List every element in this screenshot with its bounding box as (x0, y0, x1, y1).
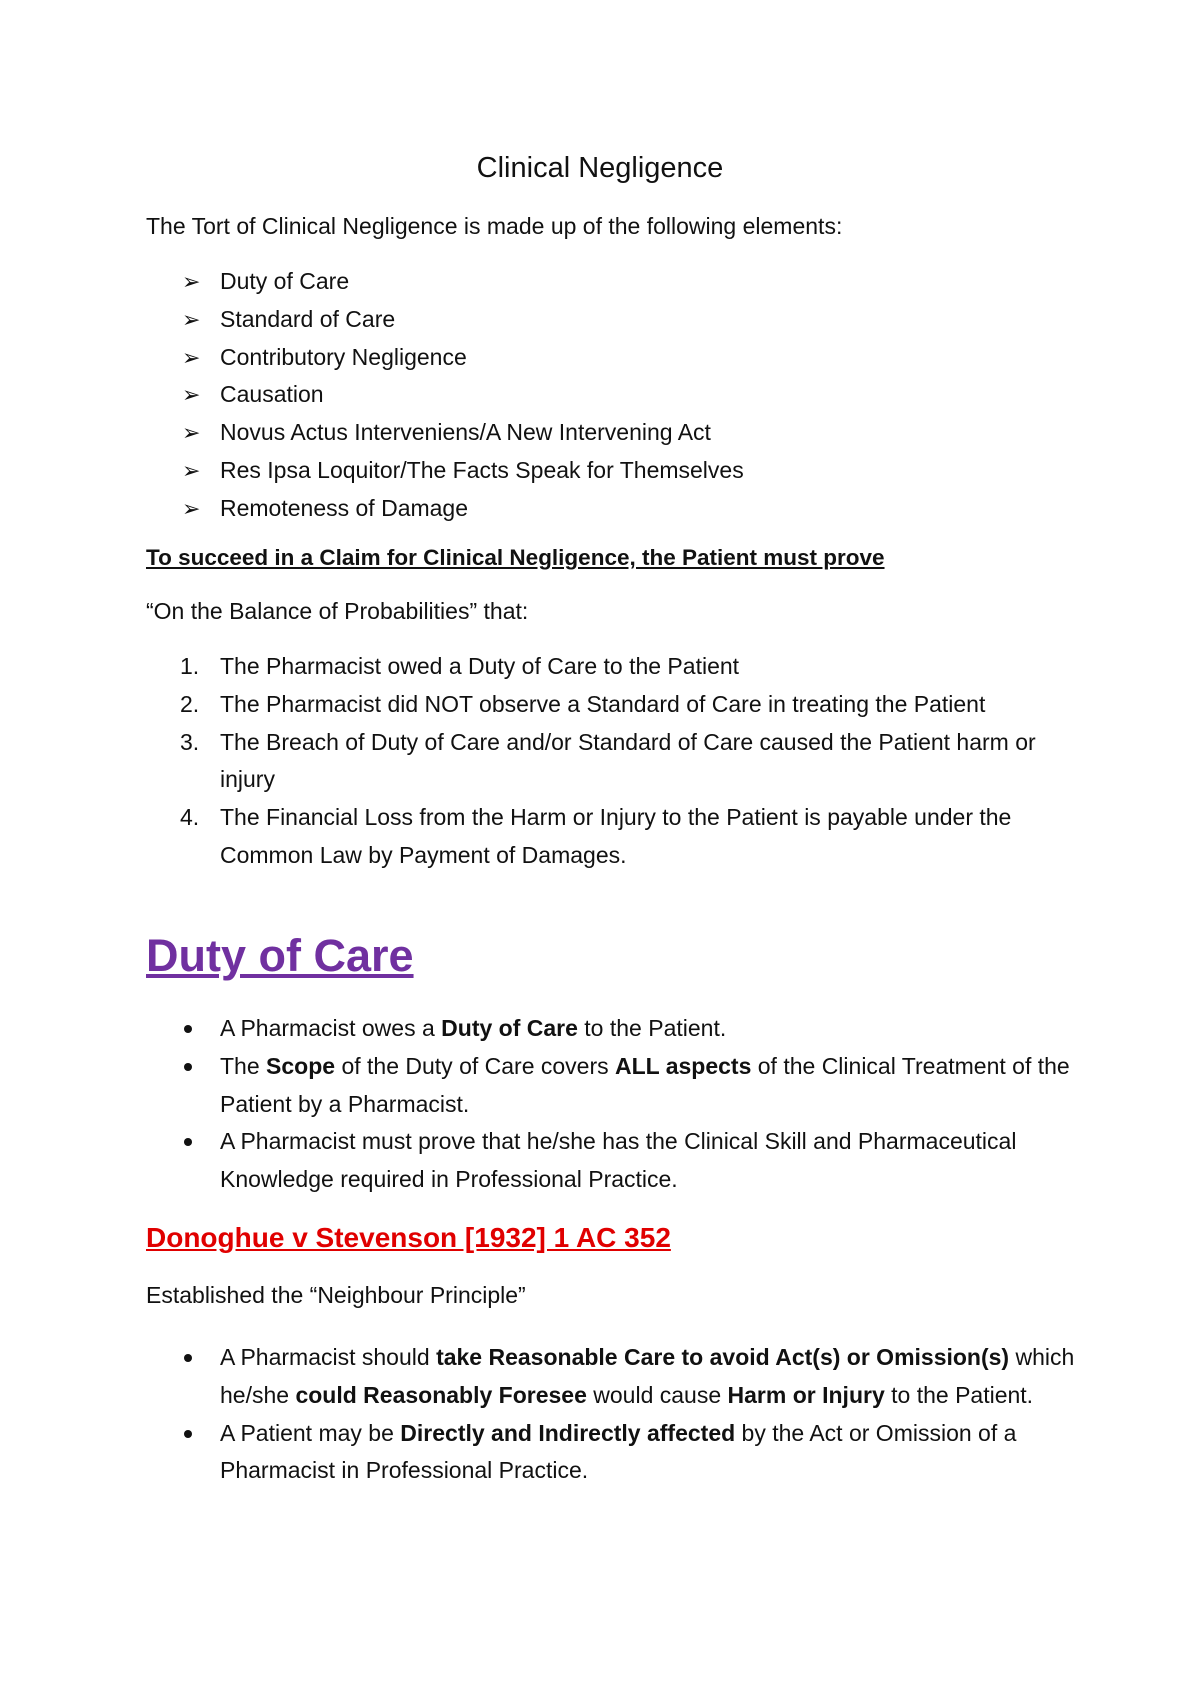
list-item: 4. The Financial Loss from the Harm or Injury to the Patient is payable under the Common Law by Payment of Damages. (180, 804, 1012, 868)
claim-heading: To succeed in a Claim for Clinical Negligence, the Patient must prove (146, 545, 885, 570)
list-item: ➢ Duty of Care (182, 263, 744, 301)
list-item: The Scope of the Duty of Care covers ALL aspects of the Clinical Treatment of the Patient by a Pharmacist. (180, 1048, 1080, 1124)
list-item: A Pharmacist should take Reasonable Care to avoid Act(s) or Omission(s) which he/she could Reasonably Foresee would cause Harm or Injury to the Patient. (180, 1339, 1080, 1415)
proofs-list (180, 648, 1060, 875)
list-item: ➢ Remoteness of Damage (182, 490, 744, 528)
list-item: ➢ Standard of Care (182, 301, 744, 339)
list-item: ➢ Contributory Negligence (182, 339, 744, 377)
list-item: 1. The Pharmacist owed a Duty of Care to the Patient (180, 653, 740, 679)
established-line: Established the “Neighbour Principle” (146, 1282, 526, 1308)
list-item: ➢ Res Ipsa Loquitor/The Facts Speak for Themselves (182, 452, 744, 490)
intro-text: The Tort of Clinical Negligence is made up of the following elements: (146, 213, 843, 239)
arrow-bullet-icon: ➢ (182, 382, 201, 408)
case-points-list (180, 1339, 1080, 1490)
bullet-icon (184, 1354, 192, 1362)
case-heading: Donoghue v Stevenson [1932] 1 AC 352 (146, 1222, 671, 1253)
balance-line: “On the Balance of Probabilities” that: (146, 598, 529, 624)
elements-list (182, 263, 744, 528)
list-item: A Pharmacist owes a Duty of Care to the Patient. (180, 1010, 1080, 1048)
bullet-icon (184, 1025, 192, 1033)
arrow-bullet-icon: ➢ (182, 420, 201, 446)
arrow-bullet-icon: ➢ (182, 457, 201, 483)
list-item: 3. The Breach of Duty of Care and/or Standard of Care caused the Patient harm or injury (180, 728, 1036, 793)
duty-of-care-heading: Duty of Care (146, 930, 414, 981)
bullet-icon (184, 1430, 192, 1438)
list-item: ➢ Causation (182, 376, 744, 414)
bullet-icon (184, 1063, 192, 1071)
list-item: A Patient may be Directly and Indirectly affected by the Act or Omission of a Pharmacist in Professional Practice. (180, 1415, 1080, 1491)
arrow-bullet-icon: ➢ (182, 344, 201, 370)
arrow-bullet-icon: ➢ (182, 495, 201, 521)
list-item: A Pharmacist must prove that he/she has the Clinical Skill and Pharmaceutical Knowledge required in Professional Practice. (180, 1123, 1080, 1199)
list-item: ➢ Novus Actus Interveniens/A New Intervening Act (182, 414, 744, 452)
arrow-bullet-icon: ➢ (182, 306, 201, 332)
bullet-icon (184, 1138, 192, 1146)
page-title: Clinical Negligence (476, 152, 724, 184)
arrow-bullet-icon: ➢ (182, 269, 201, 294)
duty-points-list (180, 1010, 1080, 1199)
list-item: 2. The Pharmacist did NOT observe a Standard of Care in treating the Patient (180, 690, 986, 717)
